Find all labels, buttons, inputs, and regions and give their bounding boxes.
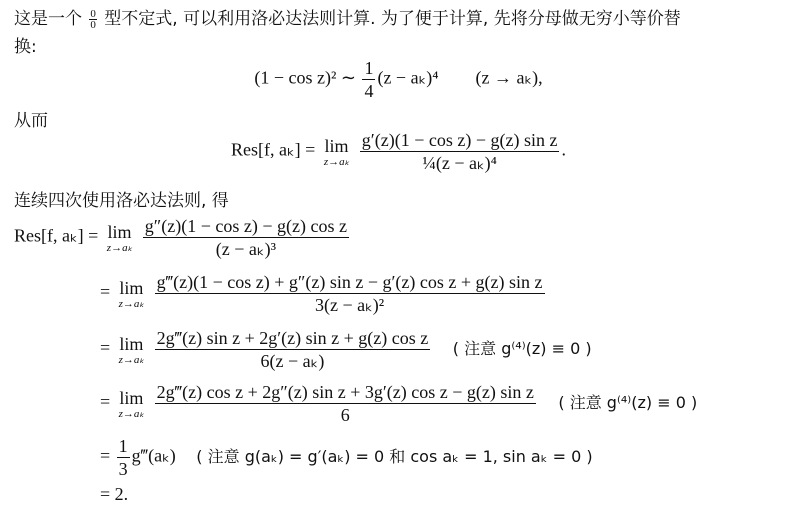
step5-frac: $\frac{1}{3}$ [118,436,128,479]
residue-definition: Res[f, aₖ] = lim z→aₖ $\frac{\text{g′(z)(1 − cos z) − g(z) sin z}}{\text{¼(z − aₖ)⁴}}$ . [231,130,566,173]
step-5: = $\frac{1}{3}$ g‴(aₖ) ( 注意 g(aₖ) = g′(aₖ) = 0 和 cos aₖ = 1, sin aₖ = 0 ) [100,436,593,479]
paragraph-hence: 从而 [14,111,48,131]
equivalence-equation [0,58,797,101]
step3-note: ( 注意 g⁽⁴⁾(z) ≡ 0 ) [452,338,592,358]
step-4: = lim z→aₖ $\frac{\text{2g‴(z) cos z + 2g″(z) sin z + 3g′(z) cos z − g(z) sin z}}{6}$ ( 注意 g⁽⁴⁾(z) ≡ 0 ) [100,382,698,425]
step5-expr: g‴(aₖ) [131,445,176,466]
step2-frac: $\frac{\text{g‴(z)(1 − cos z) + g″(z) sin z − g′(z) cos z + g(z) sin z}}{\text{3(z − aₖ)²}}$ [156,272,543,315]
step3-frac: $\frac{\text{2g‴(z) sin z + 2g′(z) sin z + g(z) cos z}}{\text{6(z − aₖ)}}$ [156,328,429,371]
final-result: = 2. [100,484,129,504]
step3-lim: lim z→aₖ [118,333,145,366]
equiv-rhs: (z − aₖ)⁴ [377,67,439,88]
step1-lim: lim z→aₖ [106,221,133,254]
equiv-condition: (z → aₖ), [475,67,543,88]
equiv-frac: $\frac{1}{4}$ [364,58,374,101]
step5-note: ( 注意 g(aₖ) = g′(aₖ) = 0 和 cos aₖ = 1, sin aₖ = 0 ) [196,446,593,466]
step2-lim: lim z→aₖ [118,277,145,310]
paragraph-four-times: 连续四次使用洛必达法则, 得 [14,191,229,211]
step4-lim: lim z→aₖ [118,387,145,420]
paragraph-intro-line1 [14,8,681,30]
intro-text-a: 这是一个 [14,9,88,29]
paragraph-intro-line2: 换: [14,37,37,57]
res-frac: $\frac{\text{g′(z)(1 − cos z) − g(z) sin z}}{\text{¼(z − aₖ)⁴}}$ [361,130,558,173]
res-lim: lim z→aₖ [323,135,350,168]
intro-text-b: 型不定式, 可以利用洛必达法则计算. 为了便于计算, 先将分母做无穷小等价替 [98,9,681,29]
step-2: = lim z→aₖ $\frac{\text{g‴(z)(1 − cos z) + g″(z) sin z − g′(z) cos z + g(z) sin z}}{\text{3(z − aₖ)²}}$ [100,272,543,315]
zero-over-zero: $\frac{0}{0}$ [90,7,96,31]
step-3: = lim z→aₖ $\frac{\text{2g‴(z) sin z + 2g′(z) sin z + g(z) cos z}}{\text{6(z − aₖ)}}$ ( 注意 g⁽⁴⁾(z) ≡ 0 ) [100,328,592,371]
step1-frac: $\frac{\text{g″(z)(1 − cos z) − g(z) cos z}}{\text{(z − aₖ)³}}$ [144,216,347,259]
res-lhs: Res[f, aₖ] = [231,139,316,160]
step4-frac: $\frac{\text{2g‴(z) cos z + 2g″(z) sin z + 3g′(z) cos z − g(z) sin z}}{6}$ [156,382,534,425]
step1-lhs: Res[f, aₖ] = [14,225,99,246]
step-1 [14,216,351,259]
equiv-lhs: (1 − cos z)² ∼ [254,67,356,88]
step4-note: ( 注意 g⁽⁴⁾(z) ≡ 0 ) [558,392,698,412]
